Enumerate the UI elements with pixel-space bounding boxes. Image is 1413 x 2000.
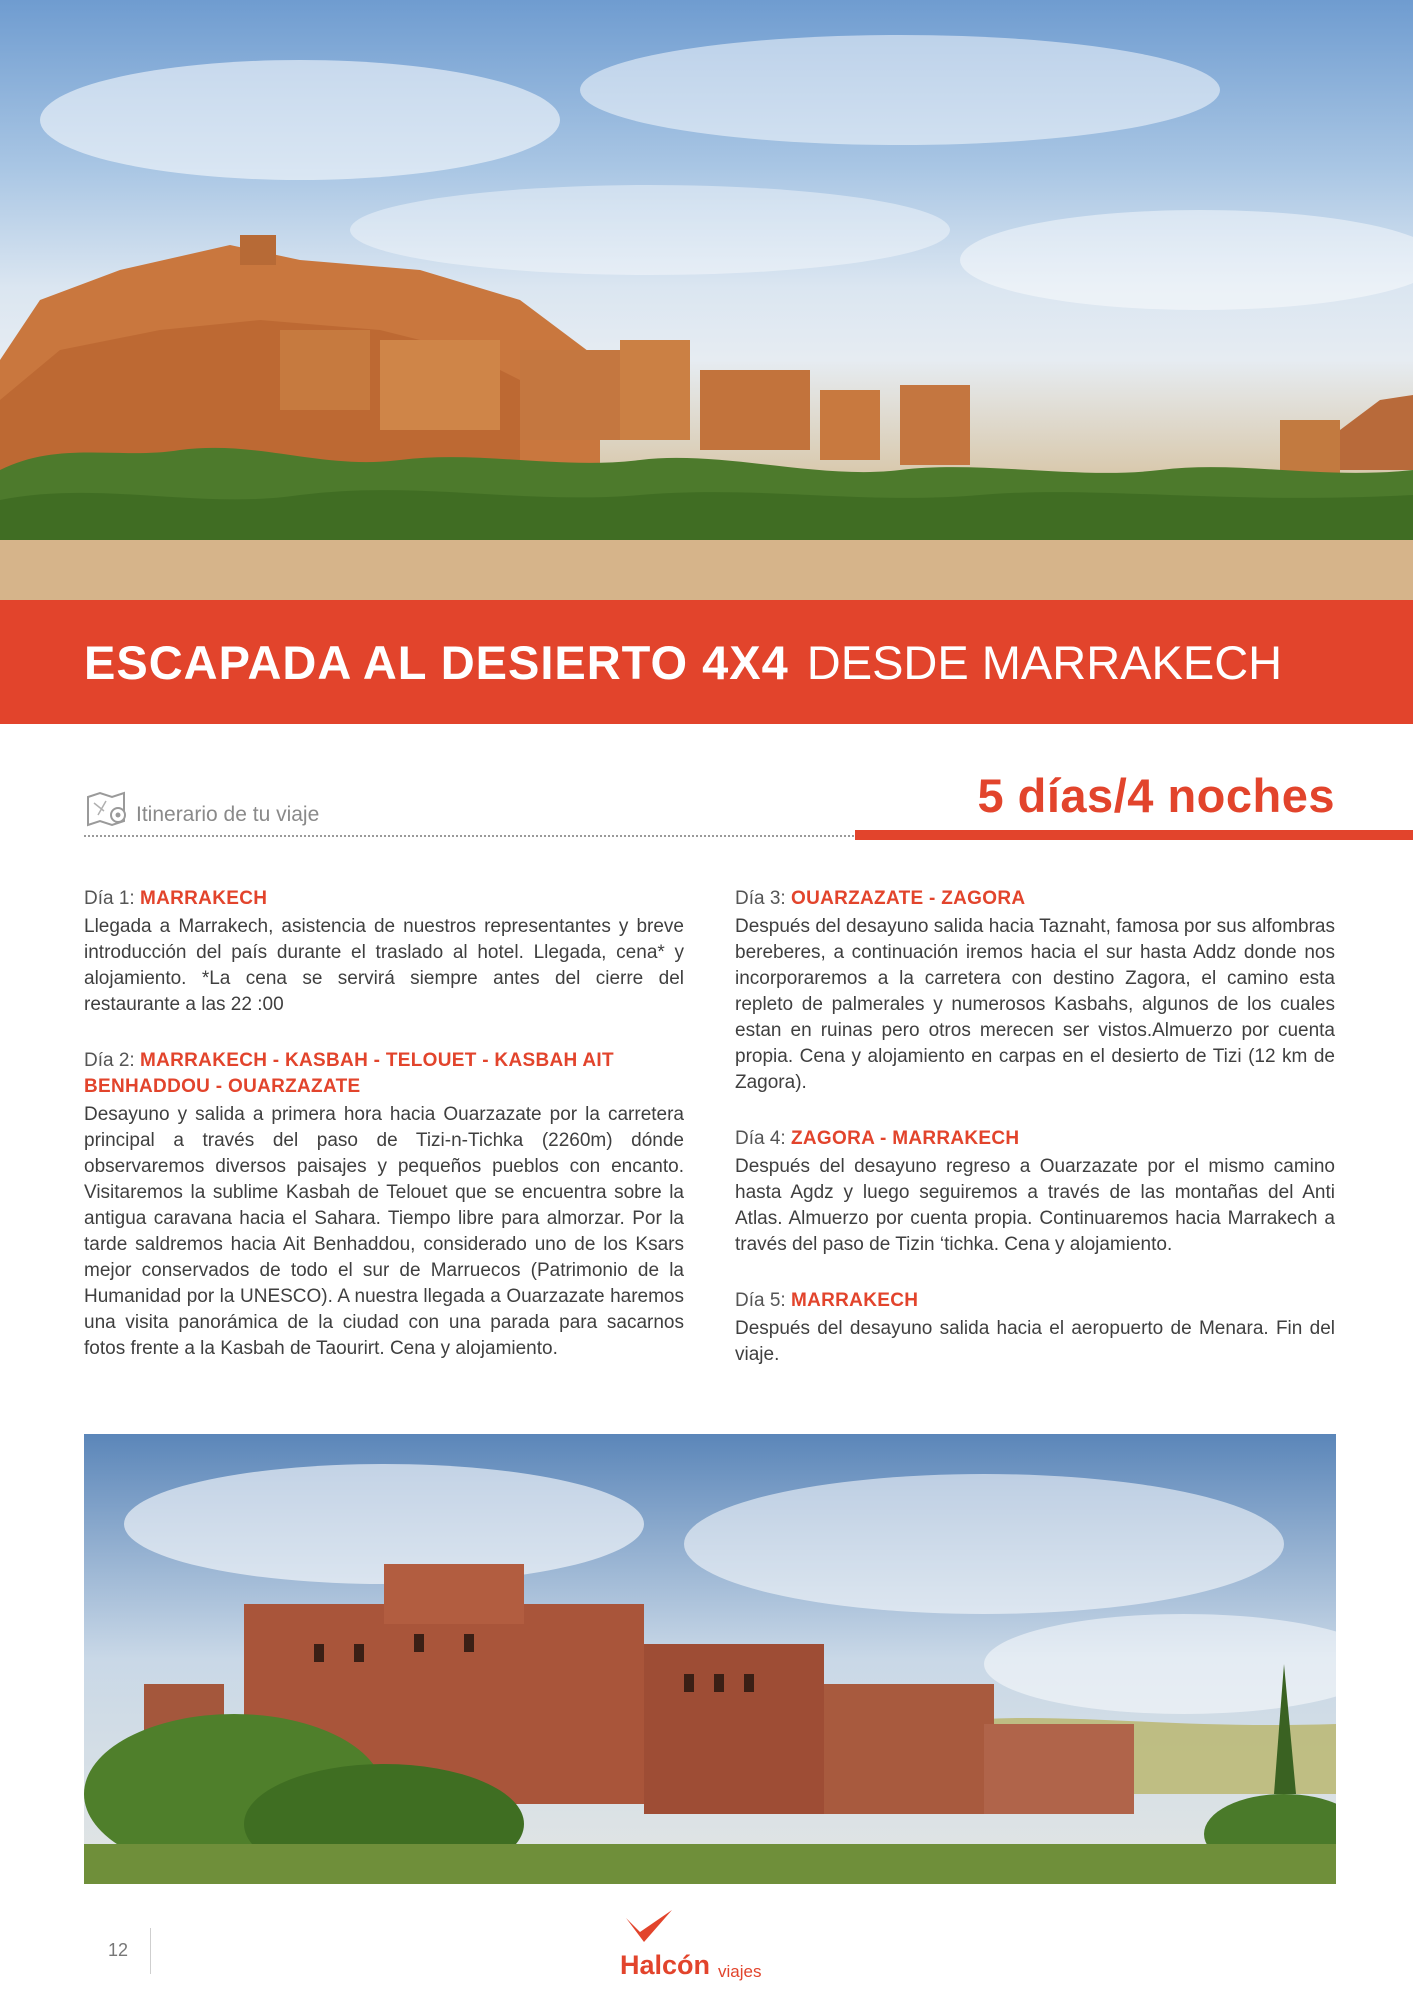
- day-route: MARRAKECH - KASBAH - TELOUET - KASBAH AIT BENHADDOU - OUARZAZATE: [84, 1050, 614, 1097]
- day-2: [84, 1048, 684, 1362]
- brand-sub: viajes: [718, 1962, 762, 1981]
- halcon-logo: [620, 1908, 800, 1988]
- day-description: Después del desayuno salida hacia Taznaht, famosa por sus alfombras bereberes, a continuación iremos hacia el sur hasta Addz donde nos incorporaremos a la carretera con destino Zagora, el camino esta repleto de palmerales y numerosos Kasbahs, algunos de los cuales estan en ruinas pero otros merecen ser vistos.Almuerzo por cuenta propia. Cena y alojamiento en carpas en el desierto de Tizi (12 km de Zagora).: [735, 916, 1335, 1093]
- day-1: [84, 886, 684, 1018]
- day-description: Después del desayuno salida hacia el aeropuerto de Menara. Fin del viaje.: [735, 1318, 1335, 1365]
- hero-photo-ait-benhaddou: [0, 0, 1413, 600]
- day-description: Llegada a Marrakech, asistencia de nuestros representantes y breve introducción del país durante el traslado al hotel. Llegada, cena* y alojamiento. *La cena se servirá siempre antes del cierre del restaurante a las 22 :00: [84, 916, 684, 1015]
- day-4: [735, 1126, 1335, 1258]
- itinerary-column-right: [735, 886, 1335, 1398]
- day-route: MARRAKECH: [139, 888, 268, 909]
- duration-underline: [855, 830, 1413, 840]
- day-label: Día 3:: [735, 888, 786, 909]
- day-label: Día 2:: [84, 1050, 135, 1071]
- day-description: Después del desayuno regreso a Ouarzazate por el mismo camino hasta Agdz y luego seguiremos a través de las montañas del Anti Atlas. Almuerzo por cuenta propia. Continuaremos hacia Marrakech a través del paso de Tizin ‘tichka. Cena y alojamiento.: [735, 1156, 1335, 1255]
- page-number-text: 12: [108, 1940, 129, 1960]
- day-route: ZAGORA - MARRAKECH: [790, 1128, 1020, 1149]
- day-route: OUARZAZATE - ZAGORA: [790, 888, 1026, 909]
- itinerary-header: [84, 785, 854, 837]
- brand-name: Halcón: [620, 1950, 711, 1980]
- day-5: [735, 1288, 1335, 1368]
- itinerary-label: Itinerario de tu viaje: [136, 803, 320, 826]
- day-label: Día 5:: [735, 1290, 786, 1311]
- title-main: ESCAPADA AL DESIERTO 4X4: [84, 635, 789, 689]
- day-label: Día 1:: [84, 888, 135, 909]
- day-label: Día 4:: [735, 1128, 786, 1149]
- day-route: MARRAKECH: [790, 1290, 919, 1311]
- halcon-check-icon: [622, 1908, 678, 1953]
- trip-duration: 5 días/4 noches: [977, 769, 1335, 822]
- itinerary-column-left: [84, 886, 684, 1392]
- title-sub: DESDE MARRAKECH: [806, 635, 1283, 689]
- day-3: [735, 886, 1335, 1096]
- title-banner: [0, 600, 1413, 724]
- map-pin-icon: [84, 787, 130, 836]
- page-number: [84, 1928, 151, 1974]
- day-description: Desayuno y salida a primera hora hacia Ouarzazate por la carretera principal a través del paso de Tizi-n-Tichka (2260m) dónde observaremos diversos paisajes y pequeños pueblos con encanto. Visitaremos la sublime Kasbah de Telouet que se encuentra sobre la antigua caravana hacia el Sahara. Tiempo libre para almorzar. Por la tarde saldremos hacia Ait Benhaddou, considerado uno de los Ksars mejor conservados de todo el sur de Marruecos (Patrimonio de la Humanidad por la UNESCO). A nuestra llegada a Ouarzazate haremos una visita panorámica de la ciudad con una parada para sacarnos fotos frente a la Kasbah de Taourirt. Cena y alojamiento.: [84, 1104, 684, 1359]
- kasbah-photo: [84, 1434, 1336, 1884]
